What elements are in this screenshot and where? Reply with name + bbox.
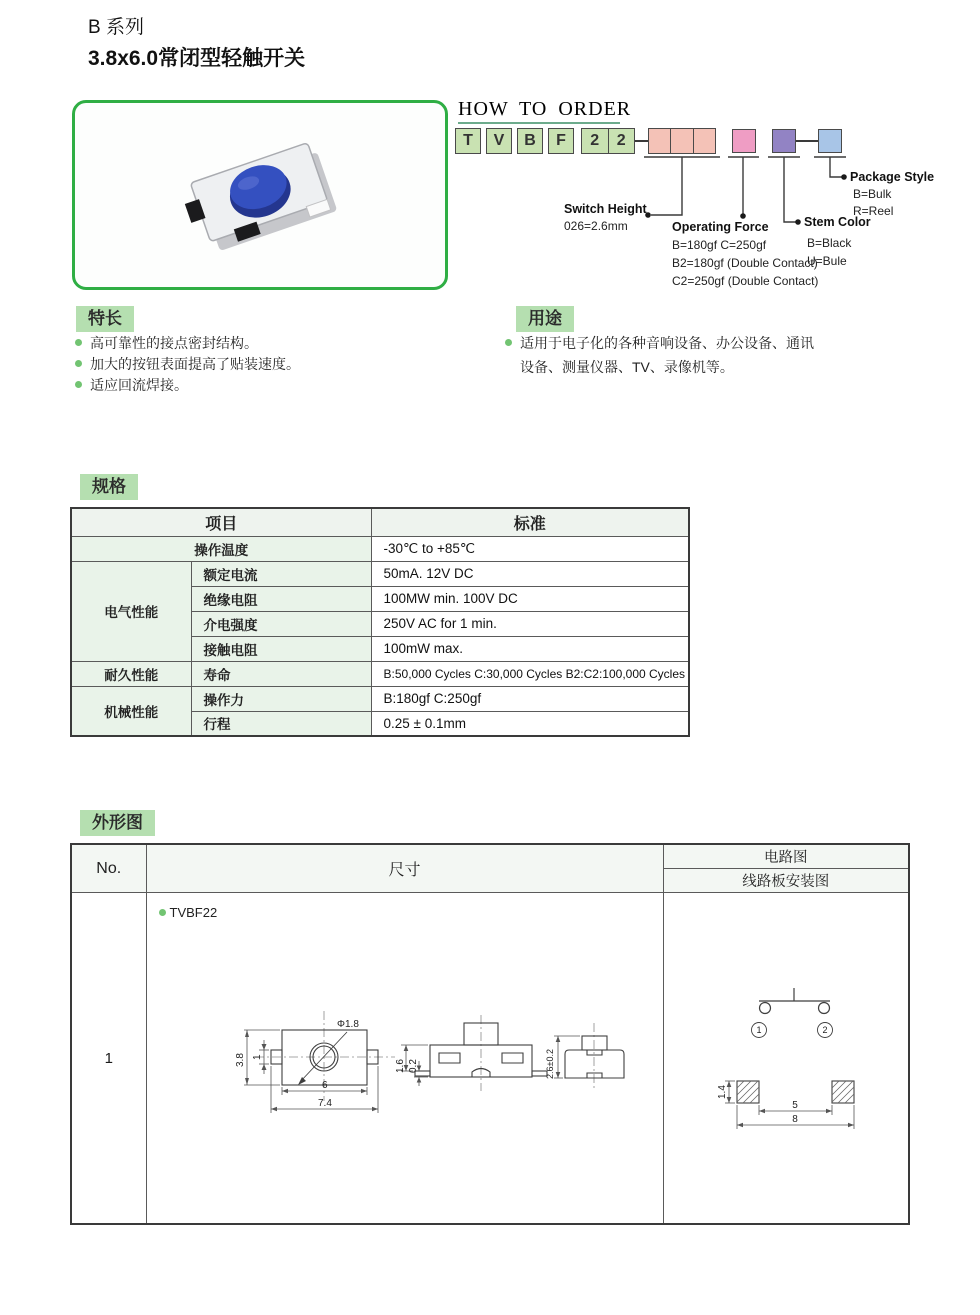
code-digit: 2	[616, 132, 626, 149]
dim-label: 3.8	[234, 1053, 246, 1067]
feature-item: 适应回流焊接。	[75, 375, 188, 395]
dimension-drawings	[147, 893, 662, 1223]
feature-item: 加大的按钮表面提高了贴装速度。	[75, 354, 300, 374]
operating-force-line: B=180gf C=250gf	[672, 238, 767, 252]
spec-value: B:50,000 Cycles C:30,000 Cycles B2:C2:100,000 Cycles	[371, 661, 689, 686]
spec-item: 接触电阻	[191, 636, 371, 661]
product-photo-frame	[72, 100, 448, 290]
switch-height-value: 026=2.6mm	[564, 219, 628, 233]
code-box-f: F	[548, 128, 574, 154]
spec-item: 额定电流	[191, 561, 371, 586]
spec-value: 100mW max.	[371, 636, 689, 661]
stem-color-line: B=Black	[807, 236, 852, 250]
package-style-line: B=Bulk	[853, 187, 892, 201]
terminal-label: 1	[755, 1025, 762, 1035]
code-box-b: B	[517, 128, 543, 154]
outline-col-no: No.	[71, 844, 146, 893]
spec-value: 50mA. 12V DC	[371, 561, 689, 586]
application-item-cont: 设备、测量仪器、TV、录像机等。	[520, 359, 734, 375]
code-digit: 2	[582, 129, 609, 153]
outline-col-pcb: 线路板安装图	[663, 869, 909, 893]
terminal-label: 2	[821, 1025, 828, 1035]
feature-item: 高可靠性的接点密封结构。	[75, 333, 258, 353]
product-photo	[75, 103, 439, 281]
how-to-order-section	[440, 95, 980, 300]
dimension-cell	[146, 893, 663, 1225]
page-title: 3.8x6.0常闭型轻触开关	[88, 47, 306, 70]
spec-item: 寿命	[191, 661, 371, 686]
spec-item: 绝缘电阻	[191, 586, 371, 611]
dim-label: 6	[321, 1080, 328, 1091]
spec-group: 耐久性能	[71, 661, 191, 686]
spec-value: 250V AC for 1 min.	[371, 611, 689, 636]
stem-color-label: Stem Color	[804, 215, 871, 229]
outline-row-no: 1	[71, 893, 146, 1225]
dim-label: 2.6±0.2	[544, 1049, 555, 1079]
dim-label: Φ1.8	[336, 1019, 359, 1030]
stem-color-line: U=Bule	[807, 254, 847, 268]
operating-force-label: Operating Force	[672, 220, 769, 234]
part-number: TVBF22	[159, 905, 218, 920]
dim-label: 1.6	[394, 1059, 406, 1073]
spec-value: B:180gf C:250gf	[371, 686, 689, 711]
spec-item: 介电强度	[191, 611, 371, 636]
spec-col-standard: 标准	[371, 508, 689, 536]
dim-label: 1.4	[716, 1085, 728, 1099]
spec-item: 操作力	[191, 686, 371, 711]
outline-heading: 外形图	[80, 810, 155, 836]
switch-height-label: Switch Height	[564, 202, 647, 216]
dim-label: 7.4	[317, 1098, 332, 1109]
spec-col-item: 项目	[71, 508, 371, 536]
package-style-line: R=Reel	[853, 204, 894, 218]
spec-group: 机械性能	[71, 686, 191, 736]
dim-label: 1	[251, 1054, 263, 1060]
spec-table	[70, 507, 690, 737]
dim-label: 5	[791, 1100, 798, 1111]
spec-value: 0.25 ± 0.1mm	[371, 711, 689, 736]
circuit-cell	[663, 893, 909, 1225]
outline-col-dim: 尺寸	[146, 844, 663, 893]
circuit-and-pcb-drawing	[664, 893, 908, 1223]
spec-value: 100MW min. 100V DC	[371, 586, 689, 611]
operating-force-line: C2=250gf (Double Contact)	[672, 274, 819, 288]
outline-table	[70, 843, 910, 1225]
applications-heading: 用途	[516, 306, 574, 332]
specs-heading: 规格	[80, 474, 138, 500]
spec-value: -30℃ to +85℃	[371, 536, 689, 561]
operating-force-line: B2=180gf (Double Contact)	[672, 256, 818, 270]
spec-group: 电气性能	[71, 561, 191, 661]
dim-label: 8	[791, 1114, 798, 1125]
dim-label: 0.2	[407, 1059, 419, 1073]
outline-col-circuit: 电路图	[663, 844, 909, 869]
spec-item: 操作温度	[71, 536, 371, 561]
code-box-t: T	[455, 128, 481, 154]
package-style-label: Package Style	[850, 170, 935, 184]
spec-item: 行程	[191, 711, 371, 736]
series-title: B 系列	[88, 17, 144, 38]
application-item: 适用于电子化的各种音响设备、办公设备、通讯	[505, 333, 814, 353]
how-to-order-title: HOW TO ORDER	[458, 98, 632, 120]
code-box-v: V	[486, 128, 512, 154]
features-heading: 特长	[76, 306, 134, 332]
